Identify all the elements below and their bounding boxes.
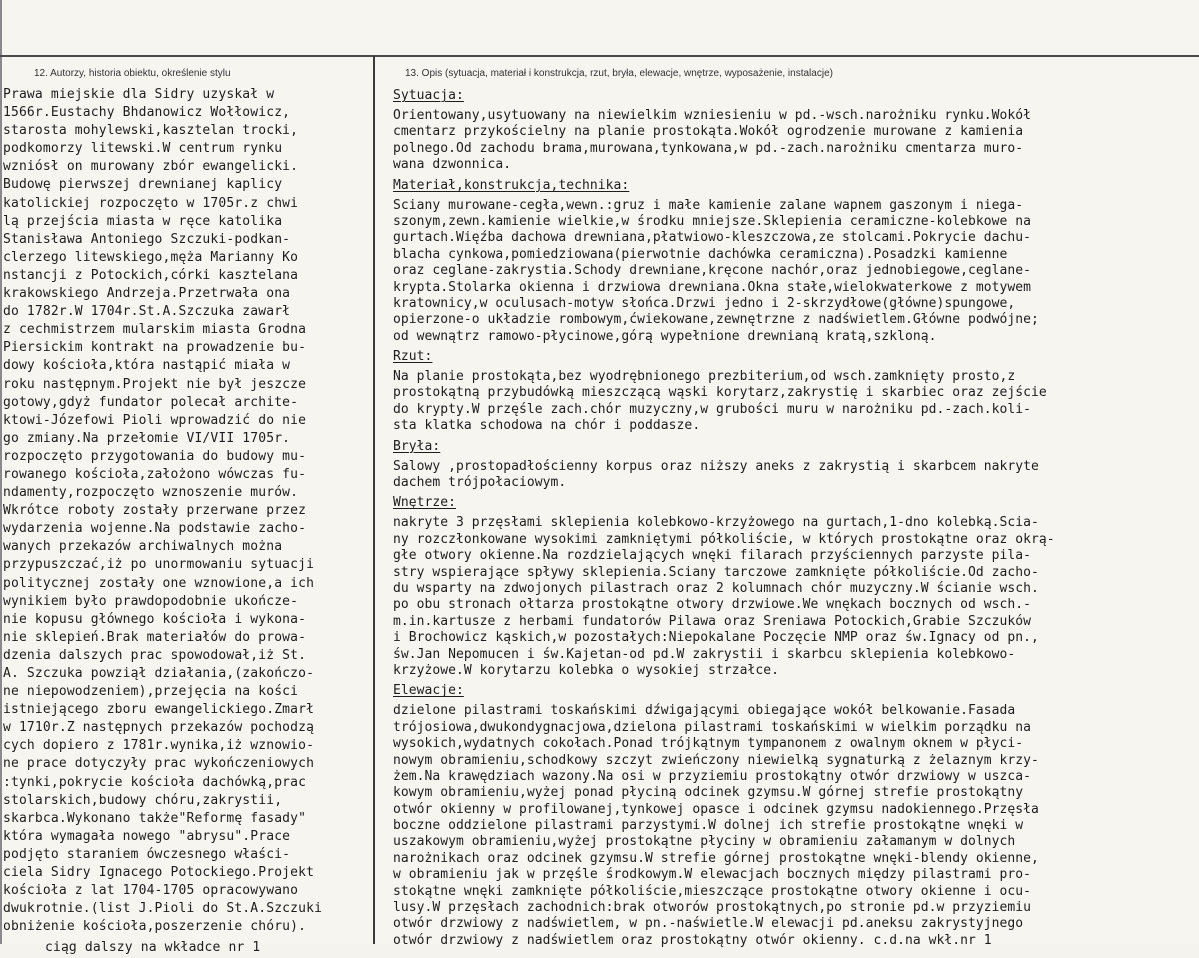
section-line: Orientowany,usytuowany na niewielkim wzniesieniu w pd.-wsch.narożniku rynku.Wokół (393, 108, 1032, 123)
history-line: rowanego kościoła,założono wówczas fu- (3, 466, 307, 482)
history-line: clerzego litewskiego,męża Marianny Ko (3, 249, 299, 265)
section-line: do krypty.W przęśle zach.chór muzyczny,w grubości muru w narożniku pd.-zach.koli- (393, 401, 1032, 417)
history-line: ne prace dotyczyły prac wykończeniowych (3, 756, 315, 772)
history-line: kościoła z lat 1704-1705 opracowywano (3, 883, 299, 899)
section-body (393, 369, 1197, 435)
history-line: wynikiem było prawdopodobnie ukończe- (3, 593, 299, 609)
section-line: uszakowym obramieniu,wyżej prostokątne płyciny w obramieniu załamanym w dolnych (393, 834, 1016, 850)
section-title: Rzut: (393, 349, 433, 365)
section-body (393, 108, 1197, 174)
description-section (393, 178, 1197, 346)
history-line: istniejącego zboru ewangelickiego.Zmarł (3, 702, 315, 718)
history-line: nie sklepień.Brak materiałów do prowa- (3, 629, 307, 645)
section-body (393, 703, 1197, 949)
history-line: A. Szczuka powziął działania,(zakończo- (3, 666, 315, 681)
description-section (393, 495, 1197, 679)
section-body (393, 515, 1197, 679)
section-line: boczne oddzielone pilastrami parzystymi.W dolnej ich strefie prostokątne wnęki w (393, 818, 1024, 834)
history-line: ne niepowodzeniem),przejęcia na kości (3, 684, 299, 700)
top-horizontal-rule (0, 55, 1199, 57)
section-line: kratownicy,w oculusach-motyw słońca.Drzwi jedno i 2-skrzydłowe(główne)spungowe, (393, 295, 1016, 311)
section-line: cmentarz przykościelny na planie prostokąta.Wokół ogrodzenie murowane z kamienia (393, 124, 1024, 140)
history-line: katolickiej rozpoczęto w 1705r.z chwi (3, 195, 299, 211)
section-line: prostokątną przybudówką mieszczącą wąski korytarz,zakrystię i skarbiec oraz zejście (393, 385, 1047, 401)
history-line: lą przejścia miasta w ręce katolika (3, 213, 283, 229)
history-line: :tynki,pokrycie kościoła dachówką,prac (3, 774, 307, 790)
history-column (3, 86, 371, 958)
section-line: trójosiowa,dwukondygnacjowa,dzielona pilastrami toskańskimi w wielkim porządku na (393, 719, 1032, 735)
section-line: m.in.kartusze z herbami fundatorów Pilawa oraz Śreniawa Potockich,Grabie Szczuków (393, 613, 1032, 629)
history-line: Prawa miejskie dla Sidry uzyskał w (3, 87, 275, 102)
section-line: blacha cynkowa,pomiedziowana(pierwotnie dachówka ceramiczna).Posadzki kamienne (393, 246, 1008, 262)
history-line: stolarskich,budowy chóru,zakrystii, (3, 792, 283, 808)
description-column-header: 13. Opis (sytuacja, materiał i konstrukcja, rzut, bryła, elewacje, wnętrze, wyposażenie, instalacje) (405, 68, 833, 79)
section-line: i Brochowicz kąskich,w pozostałych:Niepokalane Poczęcie NMP oraz św.Ignacy od pn., (393, 630, 1039, 646)
section-line: opierzone-o układzie rombowym,ćwiekowane,zewnętrzne z nadświetlem.Główne podwójne; (393, 312, 1039, 328)
history-line: Stanisława Antoniego Szczuki-podkan- (3, 231, 291, 247)
section-line: Na planie prostokąta,bez wyodrębnionego prezbiterium,od wsch.zamknięty prosto,z (393, 369, 1016, 385)
history-line: ktowi-Józefowi Pioli wprowadzić do nie (3, 412, 307, 428)
history-line: wanych przekazów archiwalnych można (3, 539, 283, 555)
section-title: Materiał,konstrukcja,technika: (393, 177, 630, 193)
history-line: dowy kościoła,która nastąpić miała w (3, 358, 291, 374)
section-line: narożnikach oraz odcinek gzymsu.W strefie górnej prostokątne wnęki-blendy okienne, (393, 850, 1039, 866)
history-line: podjęto staraniem ówczesnego właści- (3, 846, 291, 862)
history-line: Wkrótce roboty zostały przerwane przez (3, 503, 307, 519)
history-line: gotowy,gdyż fundator polecał archite- (3, 394, 299, 410)
section-line: stry wspierające spływy sklepienia.Ściany tarczowe zamknięte półkoliście.Od zacho- (393, 564, 1039, 580)
section-line: Ściany murowane-cegła,wewn.:gruz i małe kamienie zalane wapnem gaszonym i niega- (393, 197, 1024, 213)
history-line: nie kopusu głównego kościoła i wykona- (3, 611, 307, 627)
section-line: nakryte 3 przęsłami sklepienia kolebkowo-krzyżowego na gurtach,1-dno kolebką.Ścia- (393, 515, 1039, 531)
section-line: oraz ceglane-zakrystia.Schody drewniane,kręcone nachór,oraz jednobiegowe,ceglane- (393, 263, 1032, 279)
section-line: stokątne wnęki zamknięte półkoliście,mieszczące prostokątne otwory okienne i ocu- (393, 883, 1032, 899)
section-line: po obu stronach ołtarza prostokątne otwory drzwiowe.We wnękach bocznych od wsch.- (393, 597, 1032, 613)
section-title: Elewacje: (393, 683, 464, 699)
description-section (393, 349, 1197, 435)
description-section (393, 88, 1197, 174)
history-continuation-note: ciąg dalszy na wkładce nr 1 (45, 940, 261, 956)
section-line: św.Jan Nepomucen i św.Kajetan-od pd.W zakrystii i skarbcu sklepienia kolebkowo- (393, 646, 1016, 662)
description-section (393, 439, 1197, 492)
section-line: szonym,zewn.kamienie wielkie,w środku mniejsze.Sklepienia ceramiczne-kolebkowe na (393, 213, 1032, 229)
history-line: krakowskiego Andrzeja.Przetrwała ona (3, 286, 291, 302)
section-line: żem.Na krawędziach wazony.Na osi w przyziemiu prostokątny otwór drzwiowy w uszca- (393, 768, 1032, 784)
history-line: cych dopiero z 1781r.wynika,iż wznowio- (3, 738, 315, 754)
description-section (393, 683, 1197, 949)
history-text (3, 86, 371, 936)
section-line: lusy.W przęsłach zachodnich:brak otworów prostokątnych,po stronie pd.w przyziemiu (393, 900, 1032, 916)
section-line: dzielone pilastrami toskańskimi dźwigającymi obiegające wokół belkowanie.Fasada (393, 703, 1016, 719)
section-title: Bryła: (393, 438, 441, 454)
column-divider (373, 56, 375, 944)
section-line: dachem trójpołaciowym. (393, 475, 567, 491)
section-line: polnego.Od zachodu brama,murowana,tynkowana,w pd.-zach.narożniku cmentarza muro- (393, 140, 1024, 156)
section-body (393, 459, 1197, 492)
history-line: podkomorzy litewski.W centrum rynku (3, 141, 283, 157)
section-line: otwór drzwiowy z nadświetlem oraz prostokątny otwór okienny. c.d.na wkł.nr 1 (393, 932, 992, 948)
section-line: krzyżowe.W korytarzu kolebka o wysokiej strzałce. (393, 662, 779, 678)
section-line: otwór drzwiowy z nadświetlem, w pn.-naświetle.W elewacji pd.aneksu zakrystyjnego (393, 916, 1024, 932)
left-edge-line (0, 0, 2, 944)
history-line: wydarzenia wojenne.Na podstawie zacho- (3, 521, 307, 537)
history-line: go zmiany.Na przełomie VI/VII 1705r. (3, 430, 291, 446)
history-line: nstancji z Potockich,córki kasztelana (3, 267, 299, 283)
section-line: nowym obramieniu,schodkowy szczyt zwieńczony niewielką sygnaturką z żelaznym krzy- (393, 752, 1039, 768)
section-line: głe otwory okienne.Na rozdzielających wnęki filarach przyściennych parzyste pila- (393, 548, 1032, 564)
section-line: krypta.Stolarka okienna i drzwiowa drewniana.Okna stałe,wielokwaterkowe z motywem (393, 279, 1032, 295)
history-line: 1566r.Eustachy Bhdanowicz Wołłowicz, (3, 105, 291, 121)
history-line: Piersickim kontrakt na prowadzenie bu- (3, 340, 307, 356)
history-line: ciela Sidry Ignacego Potockiego.Projekt (3, 865, 315, 881)
history-column-header: 12. Autorzy, historia obiektu, określenie stylu (34, 68, 231, 79)
history-line: dwukrotnie.(list J.Pioli do St.A.Szczuki (3, 901, 323, 917)
history-line: roku następnym.Projekt nie był jeszcze (3, 376, 307, 392)
history-line: przypuszczać,iż po unormowaniu sytuacji (3, 557, 315, 573)
section-line: kowym obramieniu,wyżej ponad płyciną odcinek gzymsu.W górnej strefie prostokątny (393, 785, 1024, 801)
section-title: Wnętrze: (393, 495, 457, 511)
section-title: Sytuacja: (393, 88, 464, 103)
history-line: skarbca.Wykonano także"Reformę fasady" (3, 810, 307, 826)
history-line: Budowę pierwszej drewnianej kaplicy (3, 177, 283, 193)
history-line: która wymagała nowego "abrysu".Prace (3, 828, 291, 844)
history-line: obniżenie kościoła,poszerzenie chóru). (3, 919, 307, 935)
section-line: Salowy ,prostopadłościenny korpus oraz niższy aneks z zakrystią i skarbcem nakryte (393, 458, 1039, 474)
section-line: gurtach.Więźba dachowa drewniana,płatwiowo-kleszczowa,ze stolcami.Pokrycie dachu- (393, 230, 1032, 246)
section-line: wysokich,wydatnych cokołach.Ponad trójkątnym tympanonem z owalnym oknem w płyci- (393, 736, 1024, 752)
section-line: du wsparty na zdwojonych pilastrach oraz 2 kolumnach chór muzyczny.W ścianie wsch. (393, 580, 1039, 596)
section-line: otwór okienny w profilowanej,tynkowej opasce i odcinek gzymsu nadokiennego.Przęsła (393, 801, 1039, 817)
history-line: do 1782r.W 1704r.St.A.Szczuka zawarł (3, 304, 291, 320)
section-line: od wewnątrz ramowo-płycinowe,górą wypełnione drewnianą kratą,szkloną. (393, 328, 937, 344)
history-line: wzniósł on murowany zbór ewangelicki. (3, 159, 299, 175)
section-line: sta klatka schodowa na chór i poddasze. (393, 418, 701, 434)
history-line: w 1710r.Z następnych przekazów pochodzą (3, 720, 315, 736)
history-line: ndamenty,rozpoczęto wznoszenie murów. (3, 485, 299, 501)
description-column (393, 88, 1197, 953)
section-line: w obramieniu jak w przęśle środkowym.W elewacjach bocznych między pilastrami pro- (393, 867, 1032, 883)
history-line: rozpoczęto przygotowania do budowy mu- (3, 448, 307, 464)
history-line: politycznej zostały one wznowione,a ich (3, 575, 315, 591)
history-line: starosta mohylewski,kasztelan trocki, (3, 123, 299, 139)
history-line: dzenia dalszych prac spowodował,iż St. (3, 647, 307, 663)
section-body (393, 198, 1197, 346)
history-line: z cechmistrzem mularskim miasta Grodna (3, 322, 307, 338)
section-line: wana dzwonnica. (393, 157, 512, 173)
section-line: ny rozczłonkowane wysokimi zamkniętymi półkoliście, w których prostokątne oraz okrą- (393, 531, 1055, 547)
